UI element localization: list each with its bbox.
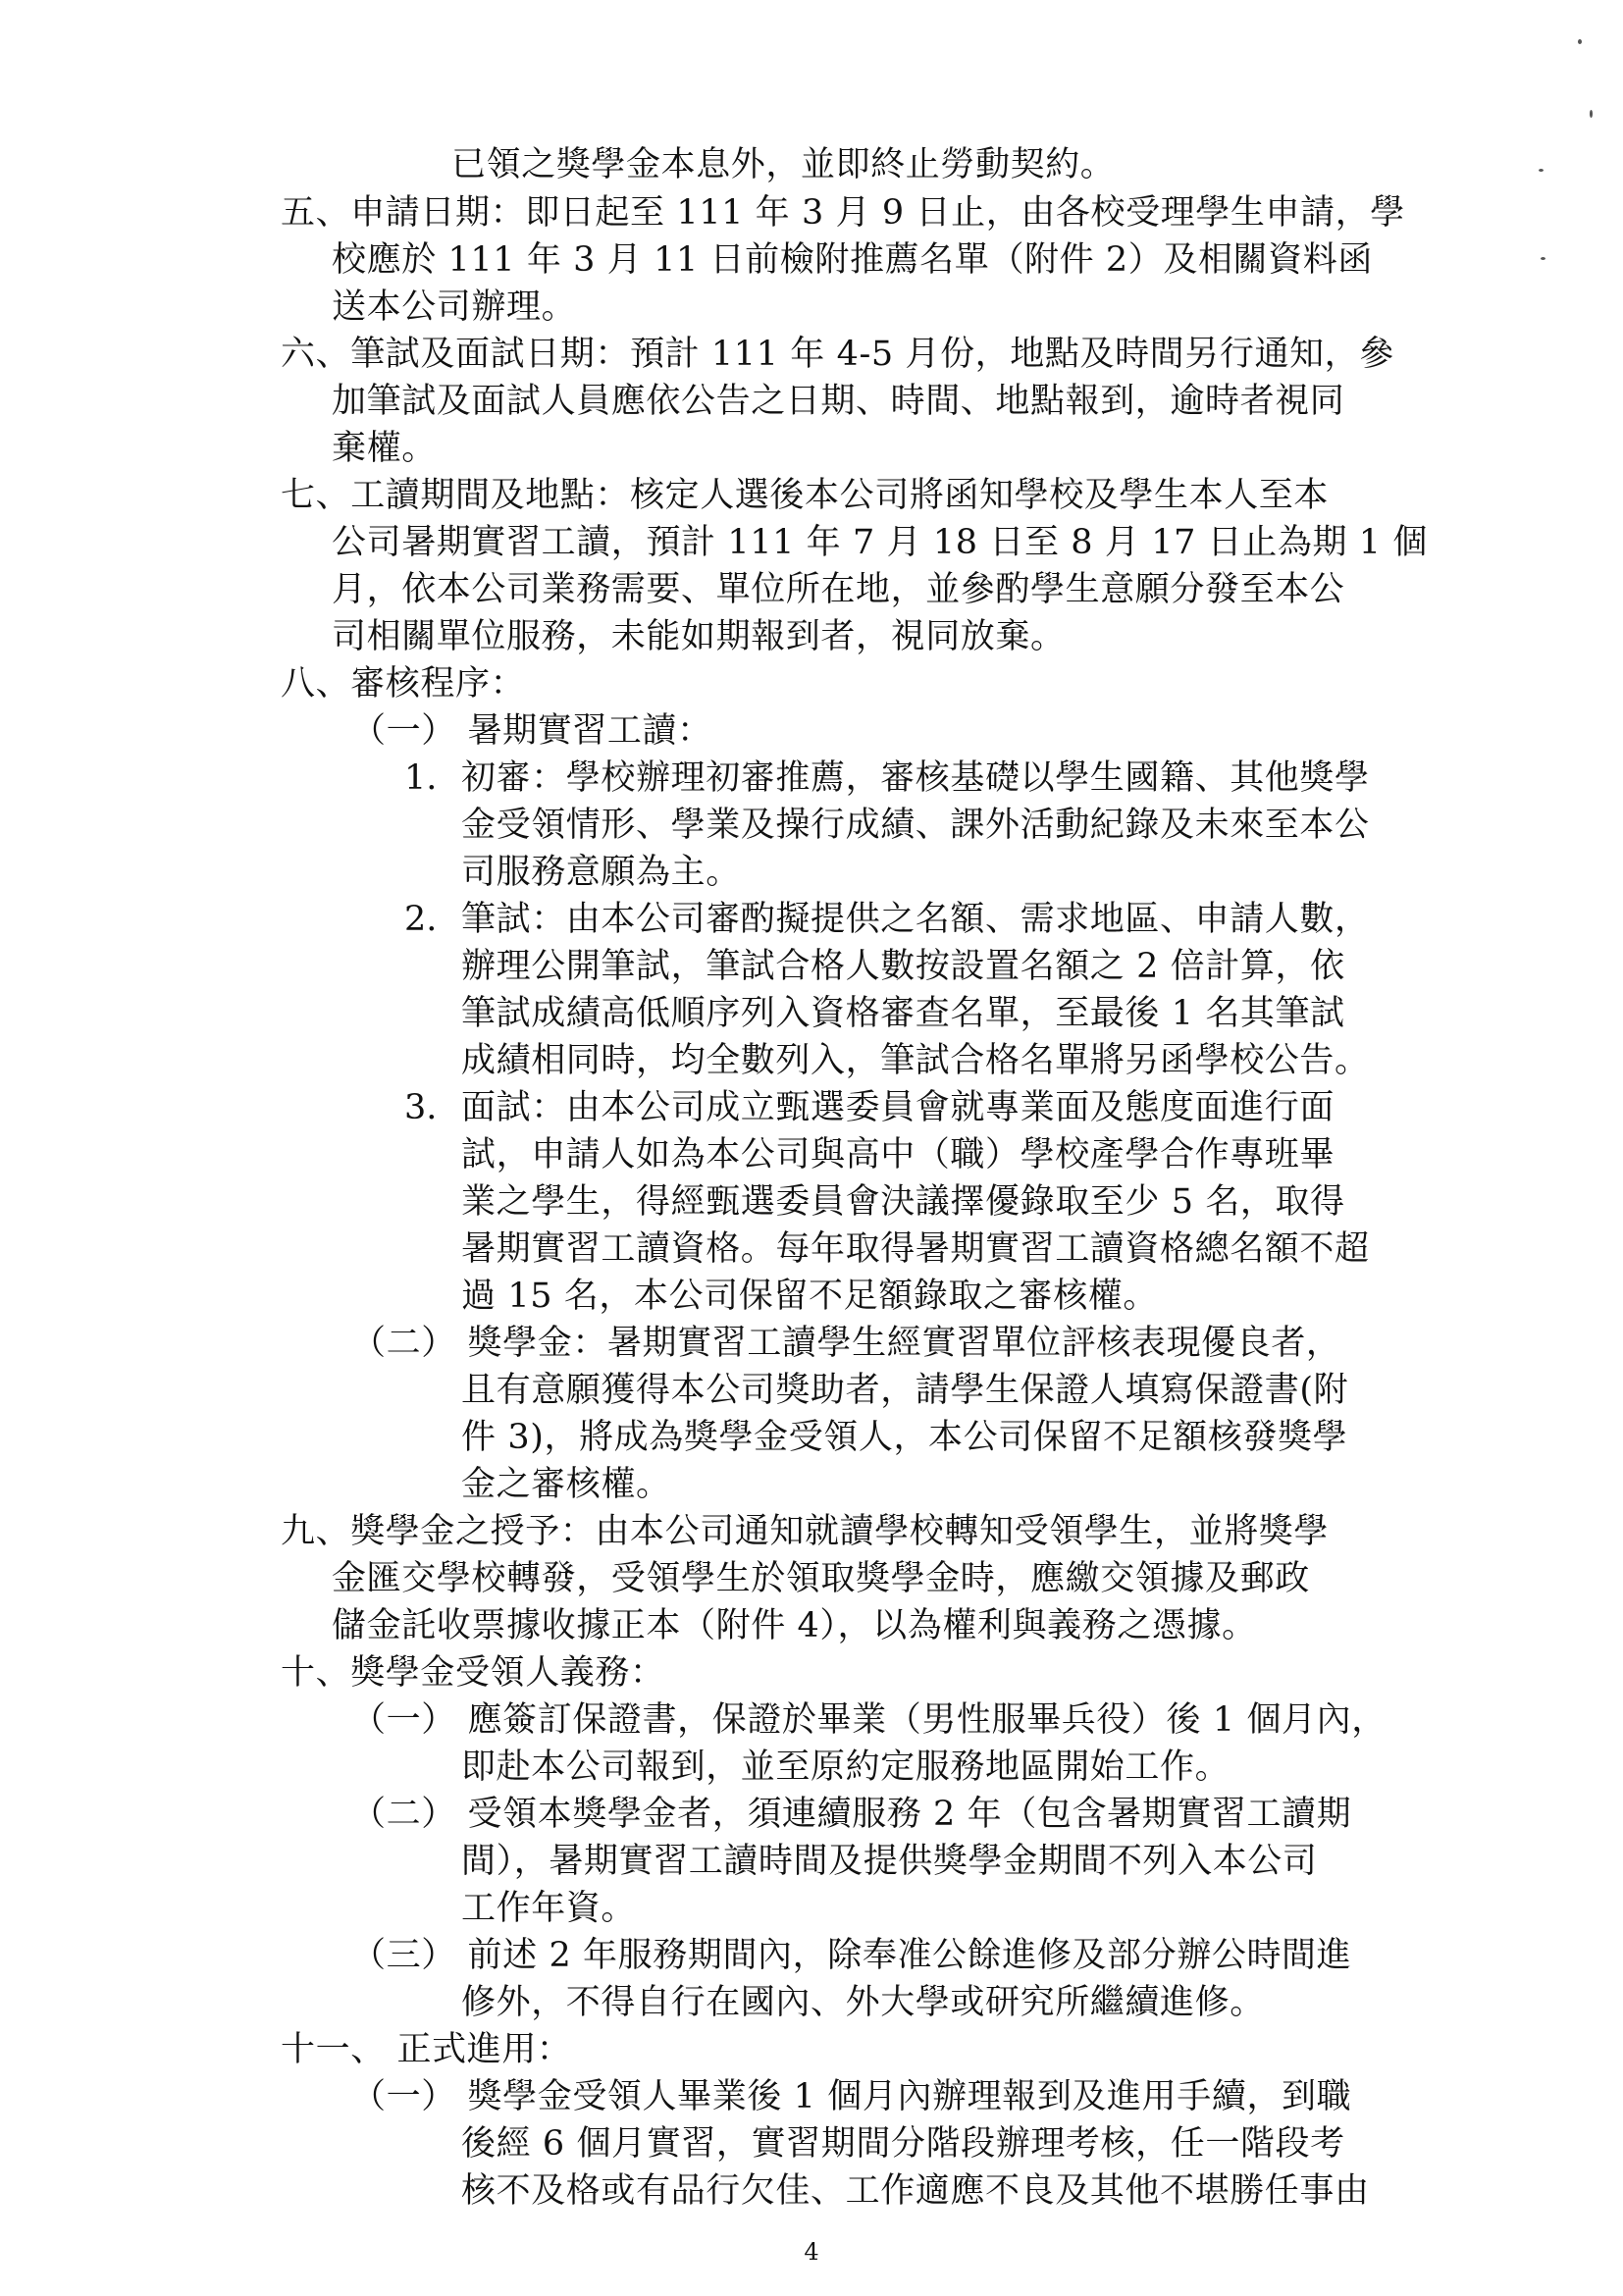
scan-speck bbox=[1539, 169, 1544, 172]
item-number: 3. bbox=[404, 1088, 438, 1127]
text-line: 已領之獎學金本息外，並即終止勞動契約。 bbox=[451, 145, 1116, 184]
section-7-heading: 七、工讀期間及地點：核定人選後本公司將函知學校及學生本人至本 bbox=[281, 476, 1330, 515]
subsection-heading: （一） 暑期實習工讀： bbox=[351, 711, 712, 751]
text-line: 試，申請人如為本公司與高中（職）學校產學合作專班畢 bbox=[461, 1135, 1335, 1174]
text-line: 筆試成績高低順序列入資格審查名單，至最後 1 名其筆試 bbox=[461, 994, 1345, 1033]
section-11-heading: 十一、 正式進用： bbox=[281, 2030, 572, 2069]
scan-speck bbox=[1541, 257, 1545, 260]
text-line: 送本公司辦理。 bbox=[332, 287, 577, 327]
item-number: 1. bbox=[404, 758, 438, 798]
text-line: 月，依本公司業務需要、單位所在地，並參酌學生意願分發至本公 bbox=[332, 570, 1345, 609]
text-line: 且有意願獲得本公司獎助者，請學生保證人填寫保證書(附 bbox=[461, 1371, 1349, 1410]
section-10-heading: 十、獎學金受領人義務： bbox=[281, 1653, 665, 1693]
text-line: 過 15 名，本公司保留不足額錄取之審核權。 bbox=[461, 1277, 1158, 1316]
text-line: 司服務意願為主。 bbox=[461, 853, 741, 892]
section-6-heading: 六、筆試及面試日期：預計 111 年 4-5 月份，地點及時間另行通知，參 bbox=[281, 335, 1394, 374]
text-line: 成績相同時，均全數列入，筆試合格名單將另函學校公告。 bbox=[461, 1041, 1370, 1080]
scan-speck bbox=[1578, 39, 1582, 44]
text-line: 修外，不得自行在國內、外大學或研究所繼續進修。 bbox=[461, 1983, 1265, 2022]
section-9-heading: 九、獎學金之授予：由本公司通知就讀學校轉知受領學生，並將獎學 bbox=[281, 1512, 1330, 1551]
text-line: 金匯交學校轉發，受領學生於領取獎學金時，應繳交領據及郵政 bbox=[332, 1559, 1310, 1598]
text-line: 後經 6 個月實習，實習期間分階段辦理考核，任一階段考 bbox=[461, 2124, 1345, 2164]
text-line: 初審：學校辦理初審推薦，審核基礎以學生國籍、其他獎學 bbox=[461, 758, 1370, 798]
text-line: 即赴本公司報到，並至原約定服務地區開始工作。 bbox=[461, 1748, 1230, 1787]
subsection-heading: （一） 應簽訂保證書，保證於畢業（男性服畢兵役）後 1 個月內， bbox=[351, 1700, 1387, 1740]
text-line: 件 3)，將成為獎學金受領人，本公司保留不足額核發獎學 bbox=[461, 1418, 1348, 1457]
text-line: 暑期實習工讀資格。每年取得暑期實習工讀資格總名額不超 bbox=[461, 1229, 1370, 1269]
text-line: 棄權。 bbox=[332, 429, 437, 468]
text-line: 面試：由本公司成立甄選委員會就專業面及態度面進行面 bbox=[461, 1088, 1335, 1127]
section-5-heading: 五、申請日期：即日起至 111 年 3 月 9 日止，由各校受理學生申請，學 bbox=[281, 193, 1405, 233]
text-line: 辦理公開筆試，筆試合格人數按設置名額之 2 倍計算，依 bbox=[461, 947, 1345, 986]
text-line: 加筆試及面試人員應依公告之日期、時間、地點報到，逾時者視同 bbox=[332, 382, 1345, 421]
text-line: 金之審核權。 bbox=[461, 1465, 671, 1504]
text-line: 核不及格或有品行欠佳、工作適應不良及其他不堪勝任事由 bbox=[461, 2171, 1370, 2211]
subsection-heading: （二） 獎學金：暑期實習工讀學生經實習單位評核表現優良者， bbox=[351, 1324, 1341, 1363]
text-line: 公司暑期實習工讀，預計 111 年 7 月 18 日至 8 月 17 日止為期 1 個 bbox=[332, 523, 1428, 562]
scan-speck bbox=[1590, 110, 1593, 118]
text-line: 間），暑期實習工讀時間及提供獎學金期間不列入本公司 bbox=[461, 1842, 1318, 1881]
subsection-heading: （三） 前述 2 年服務期間內，除奉准公餘進修及部分辦公時間進 bbox=[351, 1936, 1352, 1975]
text-line: 筆試：由本公司審酌擬提供之名額、需求地區、申請人數， bbox=[461, 900, 1370, 939]
text-line: 業之學生，得經甄選委員會決議擇優錄取至少 5 名，取得 bbox=[461, 1182, 1345, 1222]
page-number: 4 bbox=[804, 2238, 819, 2266]
subsection-heading: （一） 獎學金受領人畢業後 1 個月內辦理報到及進用手續，到職 bbox=[351, 2077, 1352, 2116]
text-line: 司相關單位服務，未能如期報到者，視同放棄。 bbox=[332, 617, 1066, 656]
text-line: 校應於 111 年 3 月 11 日前檢附推薦名單（附件 2）及相關資料函 bbox=[332, 240, 1373, 280]
item-number: 2. bbox=[404, 900, 438, 939]
text-line: 金受領情形、學業及操行成績、課外活動紀錄及未來至本公 bbox=[461, 806, 1370, 845]
text-line: 工作年資。 bbox=[461, 1889, 637, 1928]
text-line: 儲金託收票據收據正本（附件 4），以為權利與義務之憑據。 bbox=[332, 1606, 1257, 1645]
section-8-heading: 八、審核程序： bbox=[281, 664, 526, 704]
subsection-heading: （二） 受領本獎學金者，須連續服務 2 年（包含暑期實習工讀期 bbox=[351, 1795, 1352, 1834]
